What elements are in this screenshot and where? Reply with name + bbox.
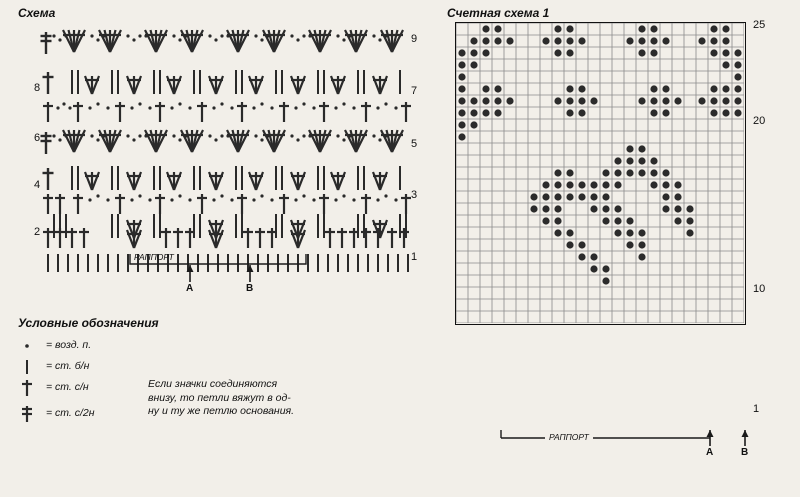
grid-label-25: 25 <box>753 19 766 31</box>
chart-row-4 <box>43 194 411 214</box>
crochet-stitch-diagram <box>14 22 424 287</box>
double-crochet-icon <box>18 378 44 398</box>
crochet-diagram-svg <box>14 22 424 287</box>
legend-label-single: = ст. б/н <box>46 360 90 372</box>
legend-item-chain <box>18 336 418 357</box>
legend-item-treble <box>18 404 418 430</box>
chart-row-9 <box>41 30 404 54</box>
counted-grid <box>455 22 746 325</box>
legend-item-single <box>18 357 418 378</box>
grid-label-10: 10 <box>753 283 766 295</box>
legend-panel <box>18 316 418 430</box>
chain-dot-icon <box>18 336 44 356</box>
repeat-label-right: РАППОРТ <box>545 432 593 442</box>
row-number-1: 1 <box>411 251 418 263</box>
row-number-7: 7 <box>411 85 418 97</box>
marker-a-left: А <box>186 283 194 294</box>
row-number-5: 5 <box>411 138 418 150</box>
grid-label-20: 20 <box>753 115 766 127</box>
chart-row-2 <box>43 228 409 248</box>
grid-label-1: 1 <box>753 403 760 415</box>
row-number-4: 4 <box>34 179 41 191</box>
chart-row-5 <box>43 166 401 190</box>
counted-chart <box>447 19 787 462</box>
counted-grid-svg <box>456 23 744 323</box>
row-number-3: 3 <box>411 189 418 201</box>
legend-label-treble: = ст. с/2н <box>46 407 95 419</box>
left-repeat-bracket <box>128 252 308 294</box>
chart-row-8 <box>43 70 401 94</box>
row-number-8: 8 <box>34 82 41 94</box>
treble-crochet-icon <box>18 404 44 424</box>
right-chart-title: Счетная схема 1 <box>447 6 550 20</box>
legend-label-chain: = возд. п. <box>46 339 92 351</box>
repeat-label-left: РАППОРТ <box>134 252 174 262</box>
row-number-9: 9 <box>411 33 418 45</box>
marker-b-right: В <box>741 447 749 458</box>
legend-label-double: = ст. с/н <box>46 381 89 393</box>
legend-title: Условные обозначения <box>18 316 159 330</box>
legend-note: Если значки соединяются внизу, то петли вяжут в од- ну и ту же петлю основания. <box>148 378 295 417</box>
marker-b-left: В <box>246 283 254 294</box>
chart-row-7 <box>43 102 411 122</box>
marker-a-right: А <box>706 447 714 458</box>
row-number-2: 2 <box>34 226 41 238</box>
single-crochet-icon <box>18 357 44 377</box>
row-number-6: 6 <box>34 132 41 144</box>
left-chart-title: Схема <box>18 6 56 20</box>
chart-row-6 <box>41 130 404 154</box>
right-repeat-bracket <box>457 426 757 462</box>
